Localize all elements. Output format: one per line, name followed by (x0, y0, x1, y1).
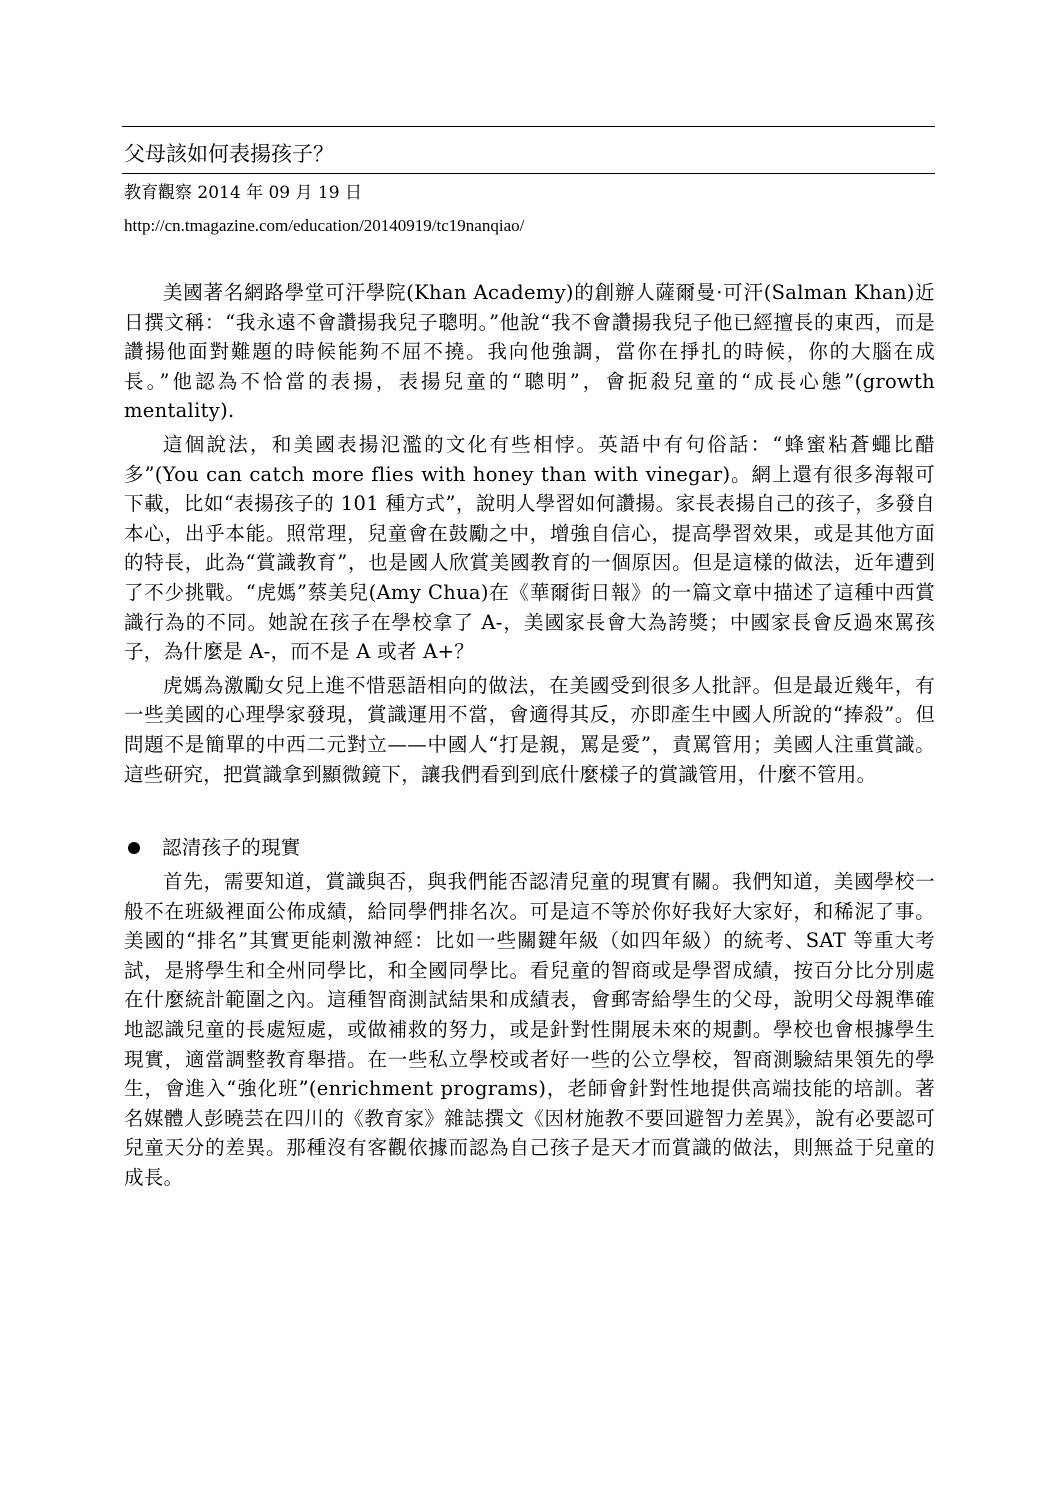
section-heading-label: 認清孩子的現實 (162, 836, 301, 860)
title-bottom-rule (122, 173, 935, 174)
article-title: 父母該如何表揚孩子？ (124, 142, 334, 166)
paragraph-3: 虎媽為激勵女兒上進不惜惡語相向的做法，在美國受到很多人批評。但是最近幾年，有一些美國的心理學家發現，賞識運用不當，會適得其反，亦即產生中國人所說的“捧殺”。但問題不是簡單的中西二元對立——中國人“打是親，罵是愛”，責罵管用；美國人注重賞識。這些研究，把賞識拿到顯微鏡下，讓我們看到到底什麼樣子的賞識管用，什麼不管用。 (124, 673, 935, 786)
section-paragraph: 首先，需要知道，賞識與否，與我們能否認清兒童的現實有關。我們知道，美國學校一般不在班級裡面公佈成績，給同學們排名次。可是這不等於你好我好大家好，和稀泥了事。美國的“排名”其實更能刺激神經：比如一些關鍵年級（如四年級）的統考、SAT 等重大考試，是將學生和全州同學比，和全國同學比。看兒童的智商或是學習成績，按百分比分別處在什麼統計範圍之內。這種智商測試結果和成績表，會郵寄給學生的父母，說明父母親準確地認識兒童的長處短處，或做補救的努力，或是針對性開展未來的規劃。學校也會根據學生現實，適當調整教育舉措。在一些私立學校或者好一些的公立學校，智商測驗結果領先的學生，會進入“強化班”(enrichment programs)，老師會針對性地提供高端技能的培訓。著名媒體人彭曉芸在四川的《教育家》雜誌撰文《因材施教不要回避智力差異》，說有必要認可兒童天分的差異。那種沒有客觀依據而認為自己孩子是天才而賞識的做法，則無益于兒童的成長。 (124, 870, 935, 1190)
source-date-line: 教育觀察 2014 年 09 月 19 日 (124, 183, 362, 203)
paragraph-1: 美國著名網路學堂可汗學院(Khan Academy)的創辦人薩爾曼·可汗(Salman Khan)近日撰文稱：“我永遠不會讚揚我兒子聰明。”他說“我不會讚揚我兒子他已經擅長的東西，而是讚揚他面對難題的時候能夠不屈不撓。我向他強調，當你在掙扎的時候，你的大腦在成長。”他認為不恰當的表揚，表揚兒童的“聰明”，會扼殺兒童的“成長心態”(growth mentality). (124, 281, 935, 423)
title-top-rule (122, 126, 935, 127)
article-body (124, 278, 935, 1193)
source-url[interactable]: http://cn.tmagazine.com/education/20140919/tc19nanqiao/ (124, 216, 525, 235)
paragraph-2: 這個說法，和美國表揚氾濫的文化有些相悖。英語中有句俗話：“蜂蜜粘蒼蠅比醋多”(You can catch more flies with honey than with vinegar)。網上還有很多海報可下載，比如“表揚孩子的 101 種方式”，說明人學習如何讚揚。家長表揚自己的孩子，多發自本心，出乎本能。照常理，兒童會在鼓勵之中，增強自信心，提高學習效果，或是其他方面的特長，此為“賞識教育”，也是國人欣賞美國教育的一個原因。但是這樣的做法，近年遭到了不少挑戰。“虎媽”蔡美兒(Amy Chua)在《華爾街日報》的一篇文章中描述了這種中西賞識行為的不同。她說在孩子在學校拿了 A-，美國家長會大為誇獎；中國家長會反過來罵孩子，為什麼是 A-，而不是 A 或者 A+？ (124, 432, 935, 664)
section-heading (124, 833, 935, 863)
bullet-icon (128, 842, 140, 854)
